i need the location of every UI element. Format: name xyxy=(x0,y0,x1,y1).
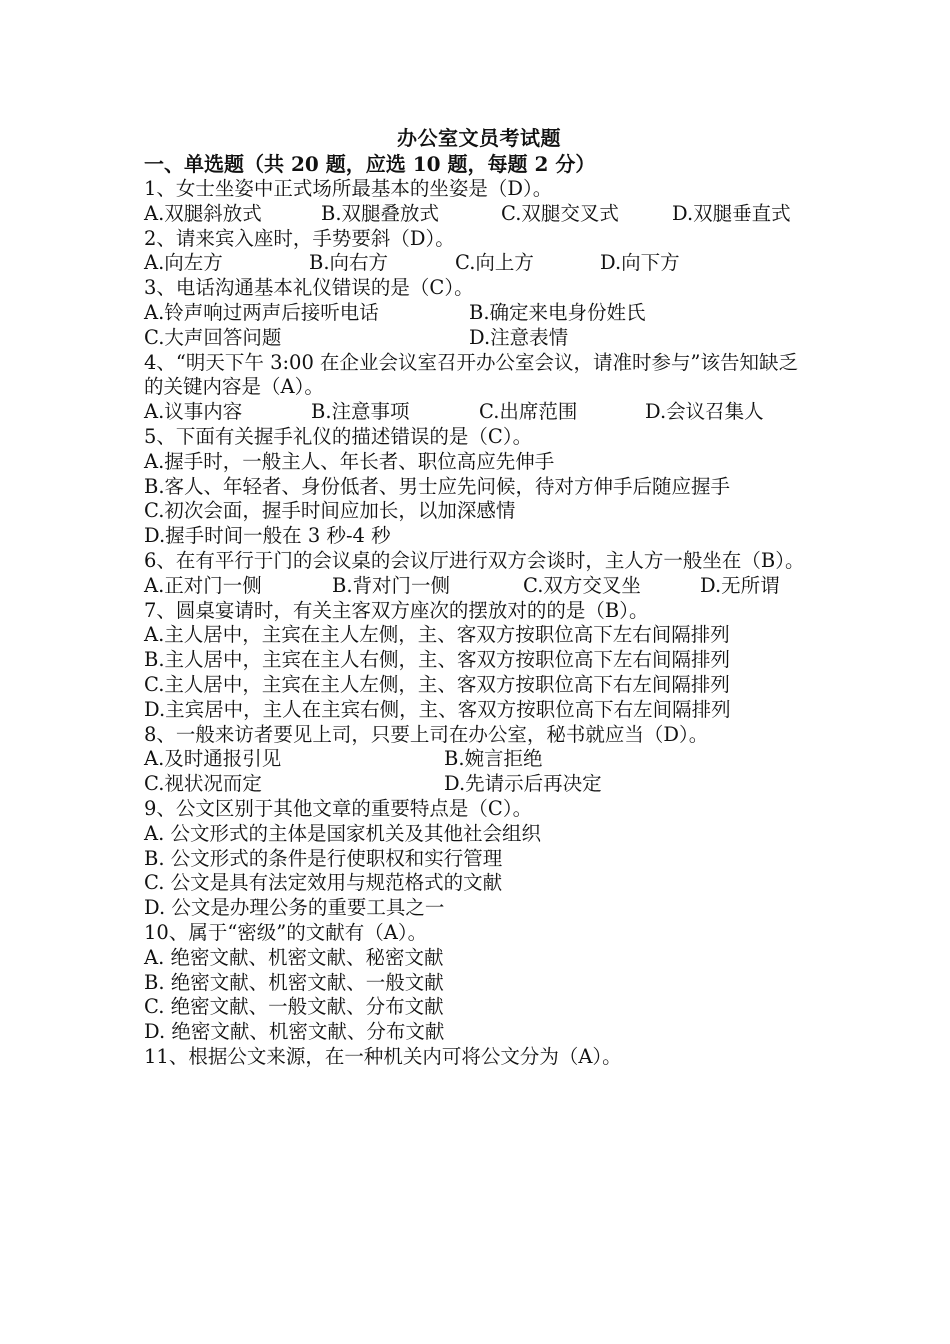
question-11-stem: 11、根据公文来源，在一种机关内可将公文分为（A）。 xyxy=(144,1044,622,1068)
option-b: B. 公文形式的条件是行使职权和实行管理 xyxy=(144,846,503,870)
option-b: B.确定来电身份姓氏 xyxy=(469,300,646,324)
option-a: A.双腿斜放式 xyxy=(144,201,262,225)
option-d: D.先请示后再决定 xyxy=(444,772,602,796)
option-c: C. 公文是具有法定效用与规范格式的文献 xyxy=(144,871,503,895)
option-b: B.向右方 xyxy=(309,251,389,275)
section-heading: 一、单选题（共 20 题，应选 10 题，每题 2 分） xyxy=(144,152,596,176)
question-9-stem: 9、公文区别于其他文章的重要特点是（C）。 xyxy=(144,796,533,820)
option-c: C.初次会面，握手时间应加长，以加深感情 xyxy=(144,499,516,523)
question-3-options-row-2 xyxy=(144,326,814,351)
option-d: D.无所谓 xyxy=(700,573,780,597)
option-a: A. 公文形式的主体是国家机关及其他社会组织 xyxy=(144,821,541,845)
option-d: D.向下方 xyxy=(600,251,680,275)
option-a: A.向左方 xyxy=(144,251,223,275)
option-b: B.主人居中，主宾在主人右侧，主、客双方按职位高下左右间隔排列 xyxy=(144,648,731,672)
option-c: C.双腿交叉式 xyxy=(501,201,619,225)
option-c: C.出席范围 xyxy=(479,400,578,424)
option-d: D.注意表情 xyxy=(469,325,569,349)
option-c: C.双方交叉坐 xyxy=(523,573,641,597)
question-6-stem: 6、在有平行于门的会议桌的会议厅进行双方会谈时，主人方一般坐在（B）。 xyxy=(144,548,805,572)
question-1-options xyxy=(144,202,814,227)
question-2-stem: 2、请来宾入座时，手势要斜（D）。 xyxy=(144,226,455,250)
option-c: C. 绝密文献、一般文献、分布文献 xyxy=(144,995,444,1019)
question-4-stem: 4、“明天下午 3:00 在企业会议室召开办公室会议，请准时参与”该告知缺乏的关键内容是（A）。 xyxy=(144,350,799,399)
page-title: 办公室文员考试题 xyxy=(397,126,561,150)
option-d: D.主宾居中，主人在主宾右侧，主、客双方按职位高下右左间隔排列 xyxy=(144,697,731,721)
question-8-options-row-1 xyxy=(144,747,814,772)
question-1-stem: 1、女士坐姿中正式场所最基本的坐姿是（D）。 xyxy=(144,177,553,200)
option-c: C.视状况而定 xyxy=(144,772,262,796)
question-3-stem: 3、电话沟通基本礼仪错误的是（C）。 xyxy=(144,276,474,300)
option-b: B.双腿叠放式 xyxy=(321,201,440,225)
option-b: B.背对门一侧 xyxy=(332,573,451,597)
option-a: A.铃声响过两声后接听电话 xyxy=(144,300,379,324)
question-6-options xyxy=(144,574,814,599)
option-a: A.握手时，一般主人、年长者、职位高应先伸手 xyxy=(144,449,555,473)
question-5-stem: 5、下面有关握手礼仪的描述错误的是（C）。 xyxy=(144,424,533,448)
option-c: C.主人居中，主宾在主人左侧，主、客双方按职位高下右左间隔排列 xyxy=(144,672,730,696)
option-b: B.注意事项 xyxy=(311,400,410,424)
question-4-options xyxy=(144,400,814,425)
question-2-options xyxy=(144,251,814,276)
option-b: B.婉言拒绝 xyxy=(444,747,543,771)
question-10-stem: 10、属于“密级”的文献有（A）。 xyxy=(144,920,428,944)
option-d: D.会议召集人 xyxy=(645,400,764,424)
option-c: C.向上方 xyxy=(455,251,534,275)
question-7-stem: 7、圆桌宴请时，有关主客双方座次的摆放对的的是（B）。 xyxy=(144,598,649,622)
question-8-options-row-2 xyxy=(144,772,814,797)
option-d: D. 公文是办理公务的重要工具之一 xyxy=(144,896,445,920)
option-a: A.正对门一侧 xyxy=(144,573,262,597)
exam-page xyxy=(144,124,814,1070)
option-d: D.握手时间一般在 3 秒-4 秒 xyxy=(144,524,391,548)
option-a: A.及时通报引见 xyxy=(144,747,282,771)
option-a: A. 绝密文献、机密文献、秘密文献 xyxy=(144,945,444,969)
option-b: B. 绝密文献、机密文献、一般文献 xyxy=(144,970,444,994)
option-d: D. 绝密文献、机密文献、分布文献 xyxy=(144,1020,445,1044)
option-a: A.议事内容 xyxy=(144,400,243,424)
question-8-stem: 8、一般来访者要见上司，只要上司在办公室，秘书就应当（D）。 xyxy=(144,722,709,746)
option-d: D.双腿垂直式 xyxy=(672,201,791,225)
option-a: A.主人居中，主宾在主人左侧，主、客双方按职位高下左右间隔排列 xyxy=(144,623,730,647)
option-b: B.客人、年轻者、身份低者、男士应先问候，待对方伸手后随应握手 xyxy=(144,474,731,498)
question-3-options-row-1 xyxy=(144,301,814,326)
option-c: C.大声回答问题 xyxy=(144,325,282,349)
